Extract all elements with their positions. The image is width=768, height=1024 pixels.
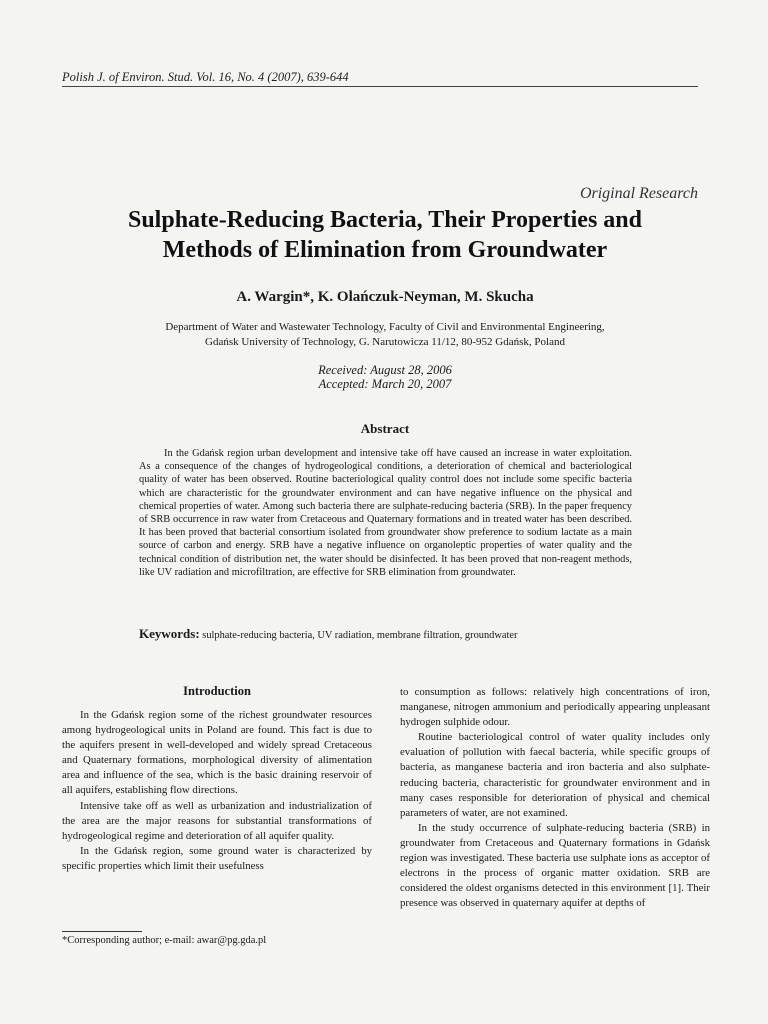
abstract-text: In the Gdańsk region urban development and intensive take off have caused an increase in water exploitation. As a consequence of the changes of hydrogeological conditions, a deterioration of chemical and bacteriological quality of water has been observed. Routine bacteriological quality control does not include some specific bacteria which are characteristic for the groundwater environment and can have negative influence on the physical and chemical properties of water. Among such bacteria there are sulphate-reducing bacteria (SRB). In the paper frequency of SRB occurrence in raw water from Cretaceous and Quaternary formations and in treated water has been described. It has been proved that bacterial consortium isolated from groundwater show preference to sodium lactate as a main source of carbon and energy. SRB have a negative influence on organoleptic properties of water quality and the technical condition of distribution net, the water should be disinfected. It has been proved that non-reagent methods, like UV radiation and microfiltration, are effective for SRB elimination from groundwater. — [139, 448, 632, 578]
article-type: Original Research — [579, 185, 698, 202]
abstract-heading: Abstract — [360, 421, 410, 436]
intro-paragraph-5: In the study occurrence of sulphate-reducing bacteria (SRB) in groundwater from Cretaceous and Quaternary formations in Gdańsk region was investigated. These bacteria use sulphate ions as acceptor of electrons in the process of organic matter oxidation. SRB are considered the oldest organisms detected in this environment [1]. Their presence was observed in quaternary aquifer at depths of — [400, 821, 710, 910]
article-dates — [62, 363, 708, 391]
header-rule — [62, 86, 698, 87]
footnote-rule — [62, 931, 142, 932]
accepted-date: Accepted: March 20, 2007 — [318, 377, 452, 391]
introduction-heading: Introduction — [183, 684, 251, 698]
title-line-1: Sulphate-Reducing Bacteria, Their Properties and — [127, 207, 642, 233]
intro-paragraph-1: In the Gdańsk region some of the richest groundwater resources among hydrogeological units in Poland are found. This fact is due to the aquifers present in well-developed and widely spread Cretaceous and Quaternary formations, morphological diversity of alimentation area and influence of the sea, which is the basic draining reservoir of all aquifers, establishing flow directions. — [62, 709, 372, 797]
intro-continuation: to consumption as follows: relatively high concentrations of iron, manganese, nitrogen ammonium and periodically appearing unpleasant hydrogen sulphide odour. — [400, 686, 710, 729]
affiliation-line-2: Gdańsk University of Technology, G. Narutowicza 11/12, 80-952 Gdańsk, Poland — [205, 336, 565, 348]
right-column — [400, 685, 710, 911]
keywords-text: sulphate-reducing bacteria, UV radiation, membrane filtration, groundwater — [202, 630, 518, 641]
title-line-2: Methods of Elimination from Groundwater — [162, 237, 608, 263]
affiliation-line-1: Department of Water and Wastewater Technology, Faculty of Civil and Environmental Engineering, — [165, 321, 605, 333]
intro-paragraph-3: In the Gdańsk region, some ground water is characterized by specific properties which limit their usefulness — [62, 844, 372, 872]
keywords-label: Keywords: — [139, 626, 200, 641]
intro-paragraph-4: Routine bacteriological control of water quality includes only evaluation of pollution with faecal bacteria, while specific groups of bacteria, as manganese bacteria and iron bacteria and also sulphate-reducing bacteria, characteristic for groundwater environment and in many cases responsible for deterioration of physical and chemical parameters of water, are not examined. — [400, 731, 710, 819]
journal-citation: Polish J. of Environ. Stud. Vol. 16, No. 4 (2007), 639-644 — [62, 70, 349, 84]
article-title — [62, 205, 708, 265]
left-column — [62, 684, 372, 874]
received-date: Received: August 28, 2006 — [318, 363, 452, 377]
corresponding-author-footnote: *Corresponding author; e-mail: awar@pg.gda.pl — [62, 935, 267, 946]
authors: A. Wargin*, K. Olańczuk-Neyman, M. Skucha — [236, 289, 534, 305]
affiliation — [62, 320, 708, 350]
intro-paragraph-2: Intensive take off as well as urbanization and industrialization of the area are the major reasons for substantial transformations of hydrogeological regime and deterioration of all aquifer quality. — [62, 799, 372, 842]
keywords — [139, 626, 699, 642]
